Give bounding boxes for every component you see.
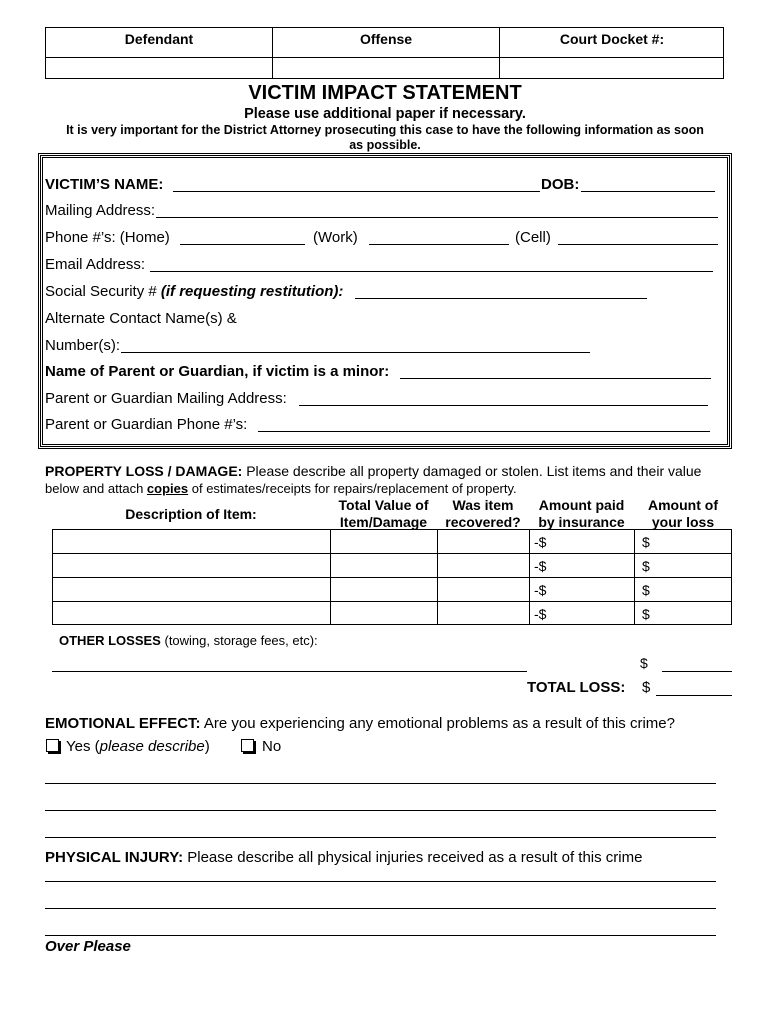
emotional-description-line-1[interactable] <box>45 783 716 784</box>
phone-home-field[interactable] <box>180 244 305 245</box>
defendant-field[interactable] <box>47 59 271 77</box>
instruction-line-1: It is very important for the District Attorney prosecuting this case to have the following information as soon <box>66 123 704 137</box>
col-recovered-line2: recovered? <box>445 514 521 530</box>
property-desc-3: of estimates/receipts for repairs/replacement of property. <box>191 481 517 496</box>
col-recovered-line1: Was item <box>452 497 514 513</box>
copies-emphasis: copies <box>146 481 189 496</box>
col-total-value-line2: Item/Damage <box>339 514 428 530</box>
other-losses-dollar: $ <box>640 655 648 671</box>
physical-description-line-3[interactable] <box>45 935 716 936</box>
phone-home-label: Phone #’s: (Home) <box>45 229 170 246</box>
phone-cell-field[interactable] <box>558 244 718 245</box>
col-loss-header <box>634 497 732 531</box>
table-divider <box>53 553 731 554</box>
col-total-value-header <box>330 497 437 531</box>
emotional-heading: EMOTIONAL EFFECT: <box>45 715 201 732</box>
ssn-label-text: Social Security # <box>45 283 157 300</box>
physical-description-line-1[interactable] <box>45 881 716 882</box>
alt-contact-field[interactable] <box>121 352 590 353</box>
other-losses-field[interactable] <box>52 671 527 672</box>
yes-note: please describe <box>99 738 205 755</box>
insurance-cell: -$ <box>534 582 547 598</box>
property-desc-1: Please describe all property damaged or stolen. List items and their value <box>246 463 702 479</box>
other-losses-label: OTHER LOSSES <box>59 633 161 648</box>
property-desc-2: below and attach <box>45 481 144 496</box>
guardian-phone-label: Parent or Guardian Phone #’s: <box>45 416 248 433</box>
yes-option: Yes (please describe) <box>66 738 210 755</box>
emotional-description-line-3[interactable] <box>45 837 716 838</box>
physical-description-line-2[interactable] <box>45 908 716 909</box>
guardian-name-label: Name of Parent or Guardian, if victim is a minor: <box>45 363 390 380</box>
yes-checkbox[interactable] <box>46 739 59 752</box>
phone-cell-label: (Cell) <box>515 229 551 246</box>
other-losses <box>59 633 318 648</box>
loss-cell: $ <box>642 582 650 598</box>
loss-cell: $ <box>642 534 650 550</box>
instruction-line-2: as possible. <box>349 138 421 152</box>
phone-work-label: (Work) <box>313 229 358 246</box>
col-total-value-line1: Total Value of <box>338 497 429 513</box>
insurance-cell: -$ <box>534 558 547 574</box>
defendant-header: Defendant <box>124 31 194 47</box>
col-insurance-line2: by insurance <box>538 514 625 530</box>
insurance-cell: -$ <box>534 606 547 622</box>
emotional-description-line-2[interactable] <box>45 810 716 811</box>
dob-label: DOB: <box>541 176 580 193</box>
ssn-note: (if requesting restitution): <box>160 283 344 300</box>
email-field[interactable] <box>150 271 713 272</box>
total-loss-field[interactable] <box>656 695 732 696</box>
no-checkbox[interactable] <box>241 739 254 752</box>
property-description <box>45 463 701 479</box>
property-table <box>52 529 732 625</box>
table-divider <box>53 601 731 602</box>
emotional-effect-question <box>45 715 675 732</box>
loss-cell: $ <box>642 558 650 574</box>
col-loss-line2: your loss <box>651 514 715 530</box>
offense-header: Offense <box>359 31 413 47</box>
guardian-name-field[interactable] <box>400 378 711 379</box>
alt-contact-label: Alternate Contact Name(s) & <box>45 310 237 327</box>
property-description-2 <box>45 481 517 496</box>
col-insurance-line1: Amount paid <box>538 497 625 513</box>
case-info-table <box>45 27 724 79</box>
guardian-phone-field[interactable] <box>258 431 710 432</box>
table-divider <box>46 57 723 58</box>
email-label: Email Address: <box>45 256 146 273</box>
over-please-footer: Over Please <box>45 938 131 955</box>
total-loss-label: TOTAL LOSS: <box>527 679 626 696</box>
no-label: No <box>262 738 282 755</box>
page-title: VICTIM IMPACT STATEMENT <box>248 82 522 104</box>
victim-name-label: VICTIM’S NAME: <box>45 176 164 193</box>
alt-contact-numbers-label: Number(s): <box>45 337 121 354</box>
yes-text: Yes <box>66 738 91 755</box>
physical-injury-question <box>45 849 642 866</box>
guardian-address-field[interactable] <box>299 405 708 406</box>
offense-field[interactable] <box>274 59 498 77</box>
other-losses-amount-field[interactable] <box>662 671 732 672</box>
insurance-cell: -$ <box>534 534 547 550</box>
mailing-address-field[interactable] <box>156 217 718 218</box>
total-loss-dollar: $ <box>642 679 651 696</box>
guardian-address-label: Parent or Guardian Mailing Address: <box>45 390 287 407</box>
court-docket-header: Court Docket #: <box>559 31 665 47</box>
mailing-address-label: Mailing Address: <box>45 202 156 219</box>
court-docket-field[interactable] <box>501 59 723 77</box>
dob-field[interactable] <box>581 191 715 192</box>
physical-question: Please describe all physical injuries received as a result of this crime <box>187 849 643 866</box>
col-description-header: Description of Item: <box>125 506 257 522</box>
col-insurance-header <box>529 497 634 531</box>
phone-work-field[interactable] <box>369 244 509 245</box>
victim-name-field[interactable] <box>173 191 540 192</box>
col-recovered-header <box>437 497 529 531</box>
other-losses-note: (towing, storage fees, etc): <box>164 633 318 648</box>
physical-heading: PHYSICAL INJURY: <box>45 849 184 866</box>
col-loss-line1: Amount of <box>648 497 718 513</box>
table-divider <box>53 577 731 578</box>
loss-cell: $ <box>642 606 650 622</box>
page-subtitle: Please use additional paper if necessary. <box>244 106 526 122</box>
ssn-label <box>45 283 343 300</box>
property-heading: PROPERTY LOSS / DAMAGE: <box>45 463 243 479</box>
ssn-field[interactable] <box>355 298 647 299</box>
emotional-question: Are you experiencing any emotional problems as a result of this crime? <box>203 715 675 732</box>
